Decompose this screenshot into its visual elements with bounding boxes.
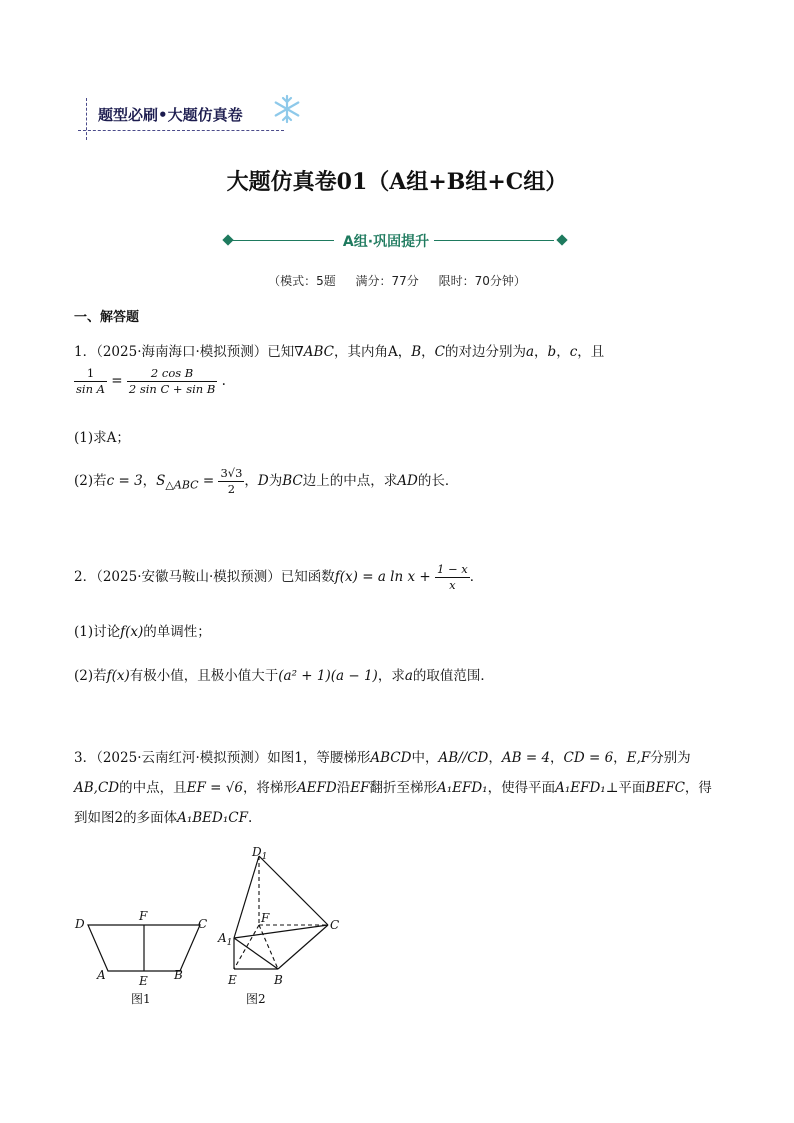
label-d: D <box>75 917 85 931</box>
fig2-caption: 图2 <box>246 992 266 1006</box>
q1-part1: (1)求A； <box>74 430 130 446</box>
q1-part2: (2)若c = 3，$S_{\triangle ABC}$ = $\frac{3√3}{2}$ ，D为BC边上的中点，求AD的长． <box>74 466 459 496</box>
q3-line2: AB,CD的中点，且EF = √6，将梯形AEFD沿EF翻折至梯形A₁EFD₁，使得平面A₁EFD₁⊥平面BEFC，得 <box>74 780 712 796</box>
label-b2: B <box>274 973 283 987</box>
label-c2: C <box>330 918 340 932</box>
label-a: A <box>97 968 106 982</box>
q3-line3: 到如图2的多面体A₁BED₁CF. <box>74 810 253 826</box>
meta-score: 满分：77分 <box>355 274 419 288</box>
header-vertical-rule <box>86 98 87 140</box>
section-rule-left <box>232 240 334 241</box>
fig1-caption: 图1 <box>131 992 151 1006</box>
label-d1: $D_1$ <box>252 845 268 862</box>
q1-equation: $\frac{1}{\text{sin A}}$ = $\frac{\text{2 cos B}}{\text{2 sin C + sin B}}$ . <box>76 366 226 396</box>
section-rule-right <box>434 240 554 241</box>
label-e: E <box>139 974 148 988</box>
header-horizontal-rule <box>78 130 284 131</box>
label-b: B <box>174 968 183 982</box>
meta-mode: （模式：5题 <box>268 274 336 288</box>
label-a1: $A_1$ <box>218 931 233 948</box>
header-tag: 题型必刷•大题仿真卷 <box>98 106 243 124</box>
q2-stem: 2．（2025·安徽马鞍山·模拟预测）已知函数f(x) = a ln x + $\frac{1 - x}{x}$ ． <box>74 562 484 592</box>
q1-stem: 1．（2025·海南海口·模拟预测）已知∇ABC，其内角A，B，C的对边分别为a，b，c，且 <box>74 344 605 360</box>
page-title: 大题仿真卷01（A组+B组+C组） <box>226 169 568 195</box>
figure-2-polyhedron <box>210 838 360 1013</box>
meta-time: 限时：70分钟） <box>438 274 526 288</box>
label-e2: E <box>228 973 237 987</box>
section-title: A组·巩固提升 <box>342 234 430 250</box>
snowflake-icon <box>272 94 302 124</box>
section-diamond-right <box>556 234 567 245</box>
label-c: C <box>198 917 208 931</box>
q2-part2: (2)若f(x)有极小值，且极小值大于(a² + 1)(a − 1)，求a的取值范围． <box>74 668 494 684</box>
q3-line1: 3．（2025·云南红河·模拟预测）如图1，等腰梯形ABCD中，AB//CD，AB = 4，CD = 6，E,F分别为 <box>74 750 691 766</box>
label-f: F <box>139 909 148 923</box>
label-f2: F <box>261 911 270 925</box>
figure-1-trapezoid <box>70 905 220 1010</box>
part-heading: 一、解答题 <box>74 310 140 325</box>
q2-part1: (1)讨论f(x)的单调性； <box>74 624 211 640</box>
exam-meta <box>0 272 794 289</box>
